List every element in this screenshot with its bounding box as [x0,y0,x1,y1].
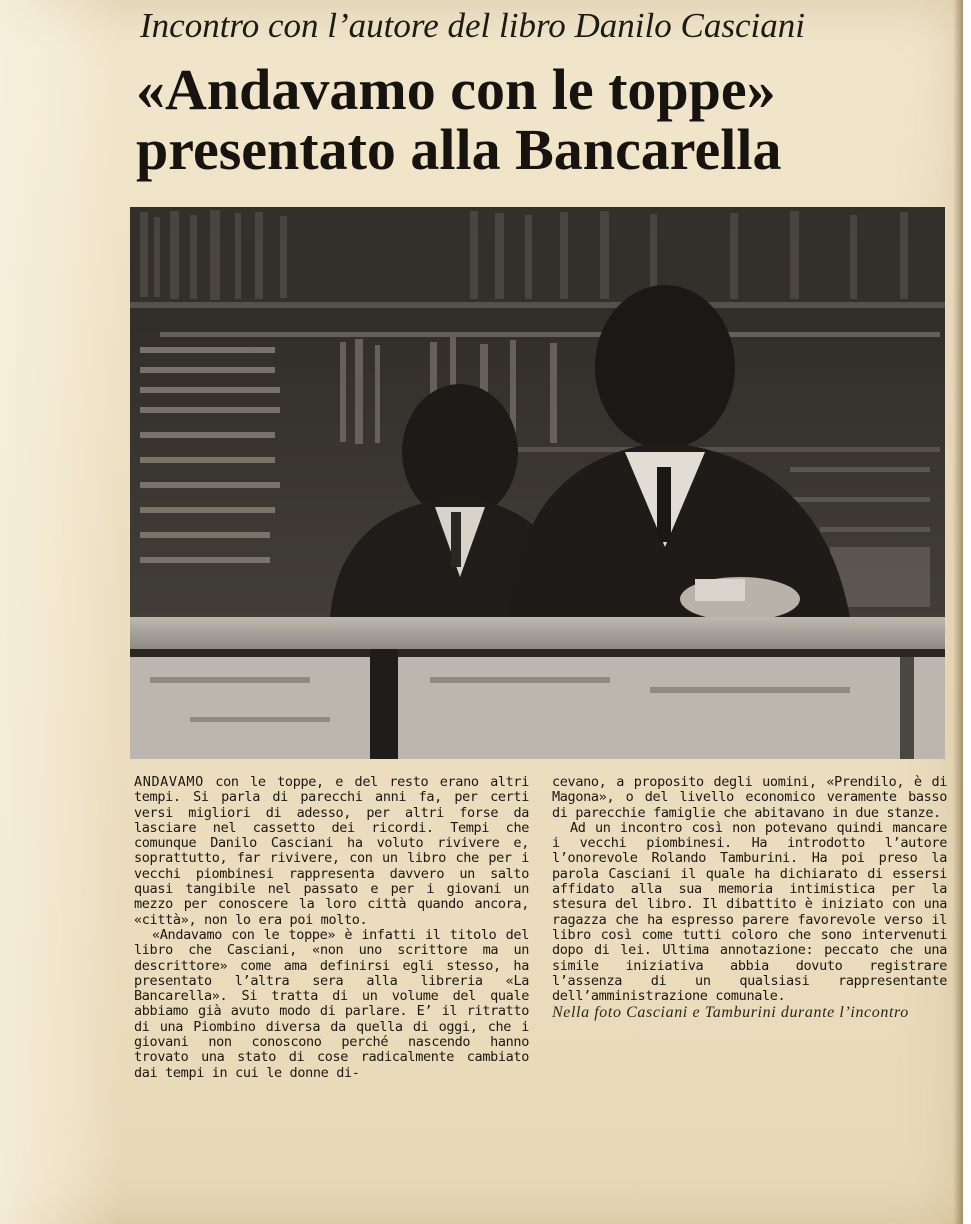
table [130,617,945,759]
photo-caption: Nella foto Casciani e Tamburini durante l’incontro [552,1004,909,1022]
paragraph-1-text: con le toppe, e del resto erano altri tempi. Si parla di parecchi anni fa, per certi versi migliori di adesso, per altri forse da lasciare nel cassetto dei ricordi. Tempi che comunque Danilo Casciani ha voluto rivivere e, soprattutto, far rivivere, con un libro che per i vecchi piombinesi rappresenta davvero un salto quasi tangibile nel passato e per i giovani un mezzo per conoscere la loro città quando ancora, «città», non lo era poi molto. [134,774,529,928]
headline-line-2: presentato alla Bancarella [136,117,782,182]
article-kicker: Incontro con l’autore del libro Danilo Casciani [140,6,805,45]
photo-illustration [130,207,945,759]
article-headline [136,57,936,182]
headline-line-1: «Andavamo con le toppe» [136,57,776,122]
article-column-right [552,775,947,1022]
lead-word: ANDAVAMO [134,774,204,790]
article-column-left [134,775,529,1081]
paragraph-1 [134,775,529,928]
paragraph-4: Ad un incontro così non potevano quindi mancare i vecchi piombinesi. Ha introdotto l’autore l’onorevole Rolando Tamburini. Ha poi preso la parola Casciani il quale ha dichiarato di essersi affidato alla sua memoria intimistica per la stesura del libro. Il dibattito è iniziato con una ragazza che ha espresso parere favorevole verso il libro così come tutti coloro che sono intervenuti dopo di lei. Ultima annotazione: peccato che una simile iniziativa abbia dovuto registrare l’assenza di un qualsiasi rappresentante dell’amministrazione comunale. [552,819,947,1005]
paragraph-3: cevano, a proposito degli uomini, «Prendilo, è di Magona», o del livello economico veramente basso di parecchie famiglie che abitavano in due stanze. [552,774,947,821]
paragraph-2: «Andavamo con le toppe» è infatti il titolo del libro che Casciani, «non uno scrittore ma un descrittore» come ama definirsi egli stesso, ha presentato l’altra sera alla libreria «La Bancarella». Si tratta di un volume del quale abbiamo già avuto modo di parlare. E’ il ritratto di una Piombino diversa da quella di oggi, che i giovani non conoscono perché nascendo hanno trovato una stato di cose radicalmente cambiato dai tempi in cui le donne di- [134,926,529,1081]
article-photo [130,207,945,759]
